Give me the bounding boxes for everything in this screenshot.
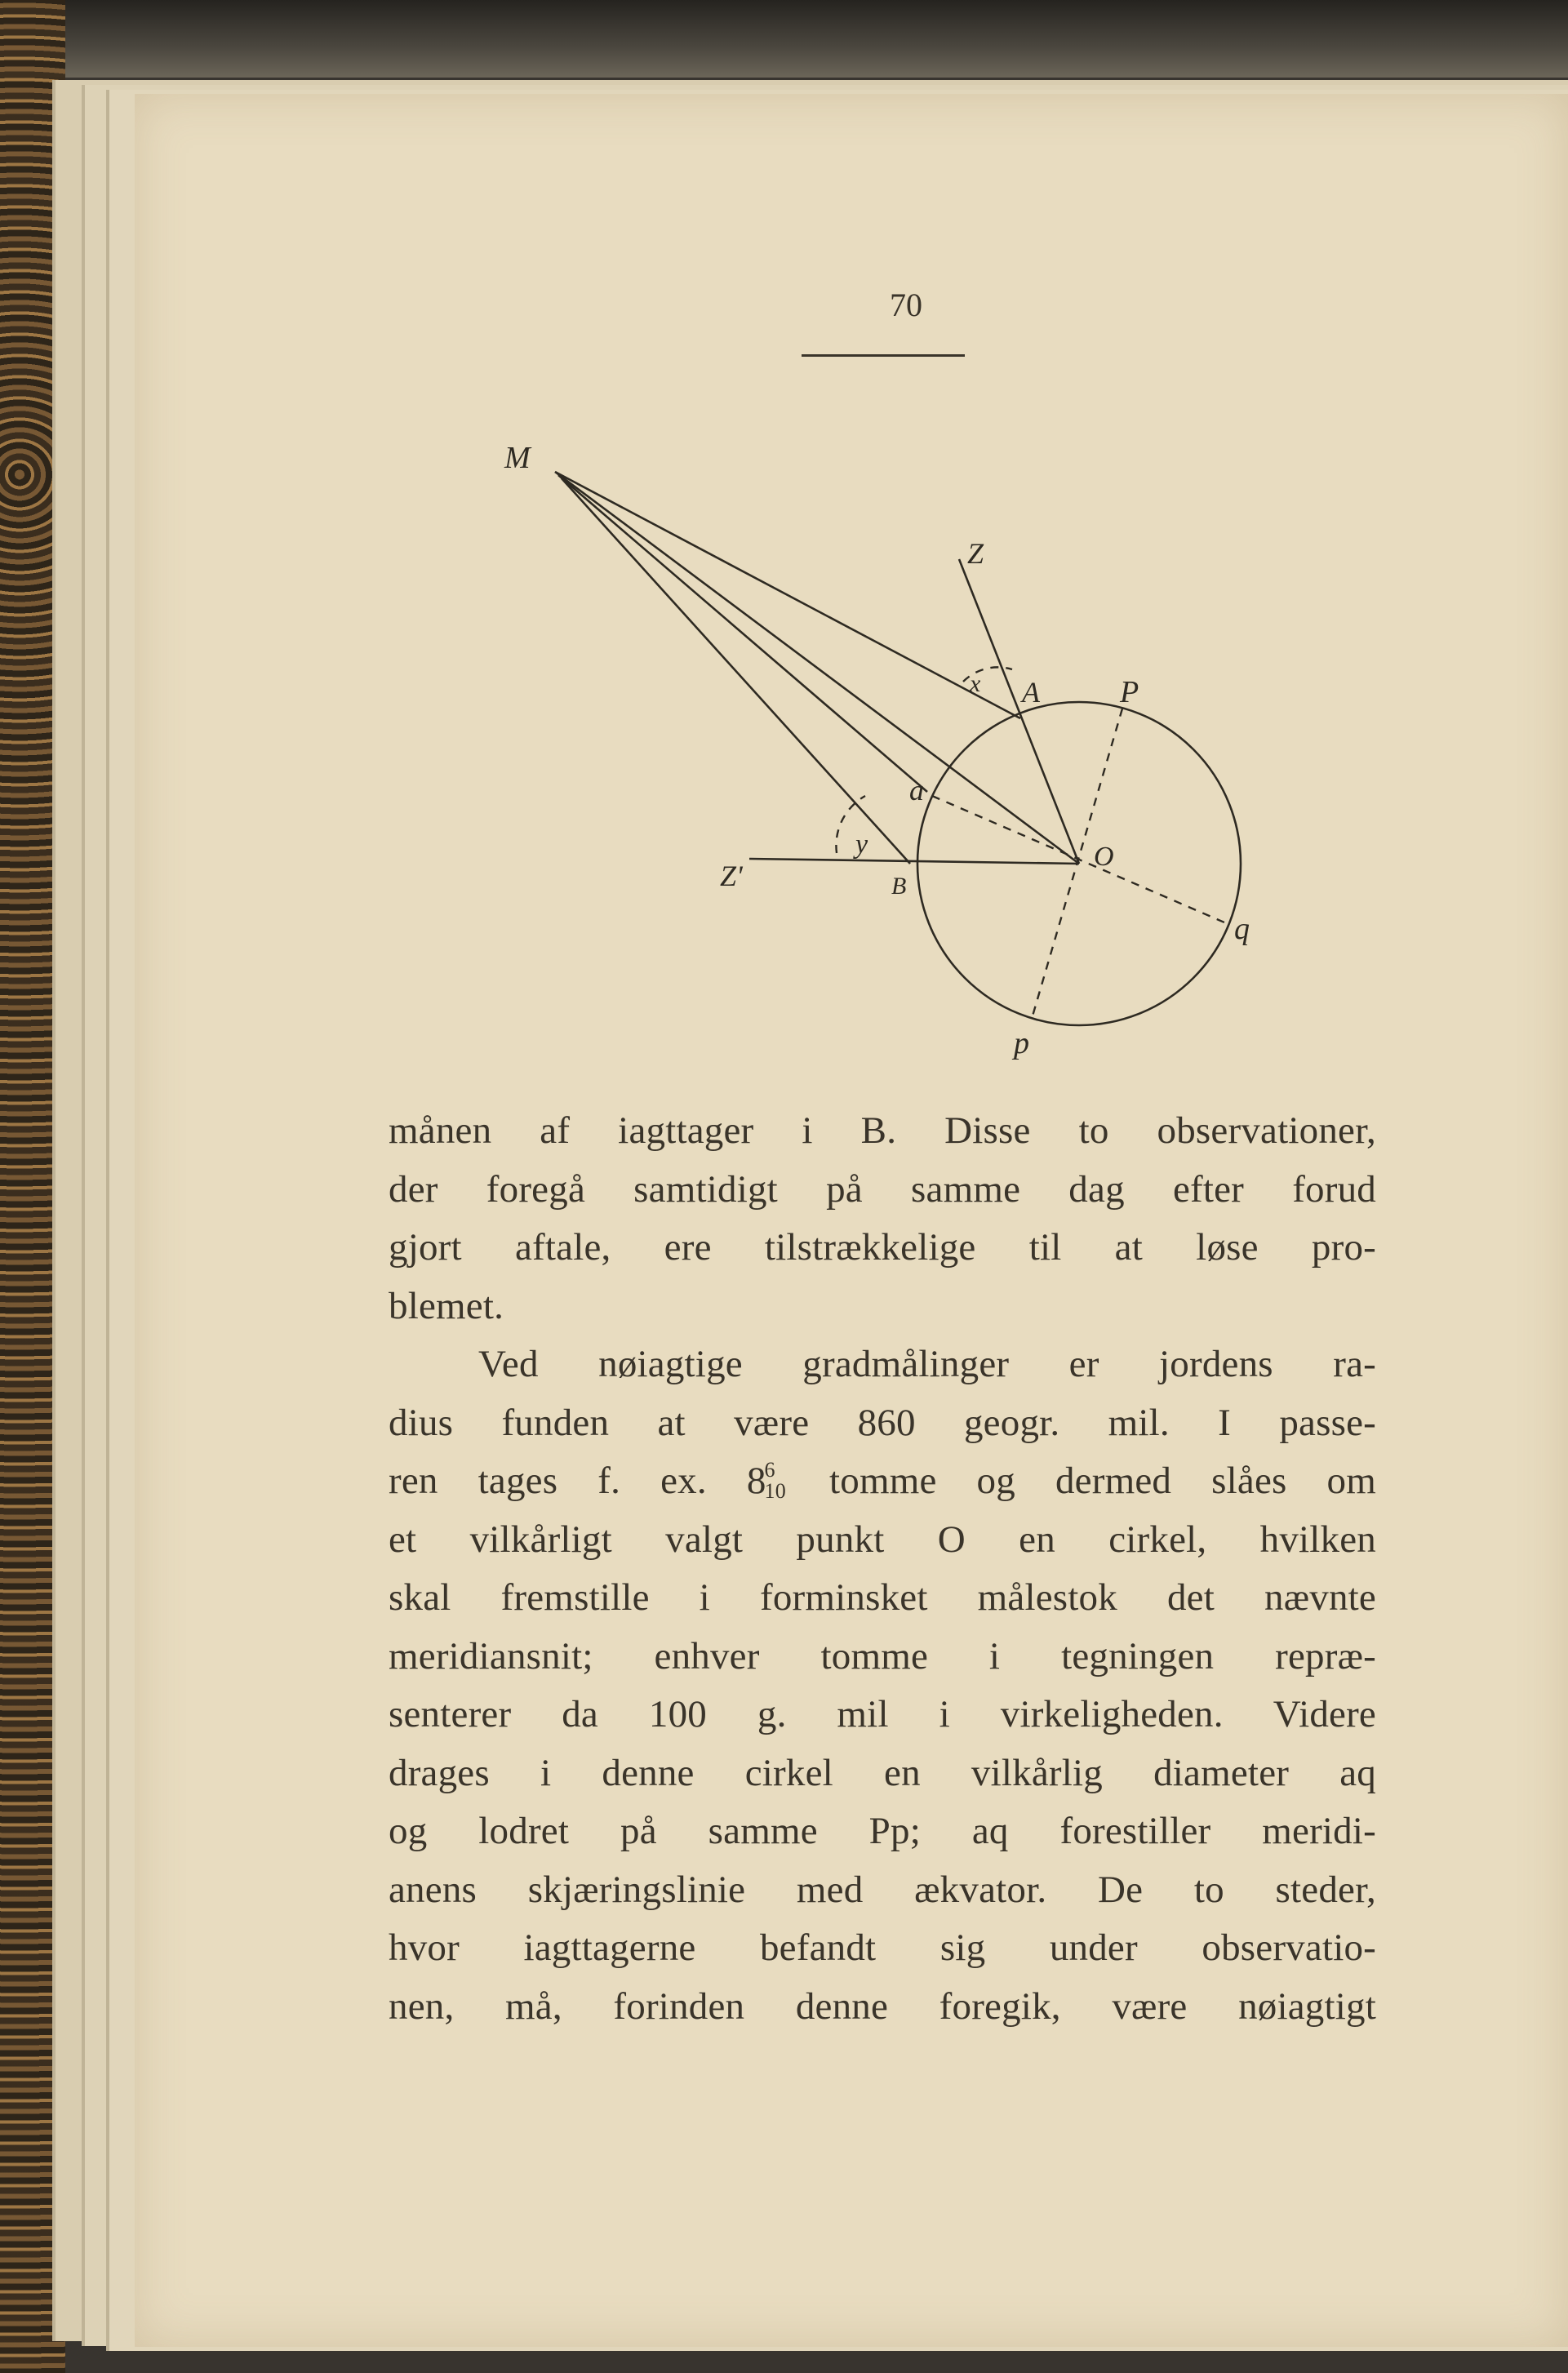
line-M-B <box>562 478 910 864</box>
label-P: P <box>1120 675 1139 709</box>
line-M-A <box>555 472 1020 718</box>
text-line: der foregå samtidigt på samme dag efter forud <box>389 1167 1376 1211</box>
label-B: B <box>891 873 907 900</box>
label-q: q <box>1234 912 1250 946</box>
text-line: blemet. <box>389 1284 504 1327</box>
label-Z-prime: Z' <box>720 860 743 892</box>
fraction-denominator: 10 <box>764 1479 786 1503</box>
fraction-numerator: 6 <box>764 1458 775 1482</box>
line-Zprime-O <box>749 859 1079 864</box>
label-A: A <box>1022 676 1040 709</box>
text-line: skal fremstille i forminsket målestok det nævnte <box>389 1576 1376 1619</box>
label-Z: Z <box>967 537 984 570</box>
text-line: månen af iagttager i B. Disse to observationer, <box>389 1109 1376 1152</box>
text-line: dius funden at være 860 geogr. mil. I passe- <box>389 1401 1376 1444</box>
text-line-with-fraction <box>389 1452 1376 1511</box>
text-line: Ved nøiagtige gradmålinger er jordens ra- <box>478 1343 1376 1385</box>
label-a: a <box>909 774 924 807</box>
line-M-a <box>558 475 927 792</box>
text-line: nen, må, forinden denne foregik, være nøiagtigt <box>389 1984 1376 2028</box>
text-line: senterer da 100 g. mil i virkeligheden. Videre <box>389 1693 1376 1735</box>
text-line: gjort aftale, ere tilstrækkelige til at løse pro- <box>389 1226 1376 1269</box>
text-fragment: tomme og dermed slåes om <box>828 1460 1377 1502</box>
geometry-figure <box>0 0 1568 1061</box>
label-p: p <box>1014 1026 1029 1060</box>
page-number: 70 <box>890 287 922 323</box>
label-M: M <box>504 441 531 475</box>
text-line: anens skjæringslinie med ækvator. De to steder, <box>389 1868 1376 1911</box>
label-x: x <box>970 670 981 697</box>
text-line: drages i denne cirkel en vilkårlig diameter aq <box>389 1751 1376 1794</box>
diameter-a-q <box>932 796 1224 922</box>
text-fragment: ren tages f. ex. 8 <box>389 1460 766 1502</box>
text-line: et vilkårligt valgt punkt O en cirkel, hvilken <box>389 1518 1376 1561</box>
line-M-O <box>555 472 1079 864</box>
fraction <box>765 1460 786 1502</box>
label-O: O <box>1094 842 1114 872</box>
text-line: meridiansnit; enhver tomme i tegningen repræ- <box>389 1634 1376 1678</box>
text-line: og lodret på samme Pp; aq forestiller meridi- <box>389 1810 1376 1852</box>
body-text <box>389 1102 1376 2036</box>
text-line: hvor iagttagerne befandt sig under observatio- <box>389 1926 1376 1969</box>
label-y: y <box>855 829 868 860</box>
